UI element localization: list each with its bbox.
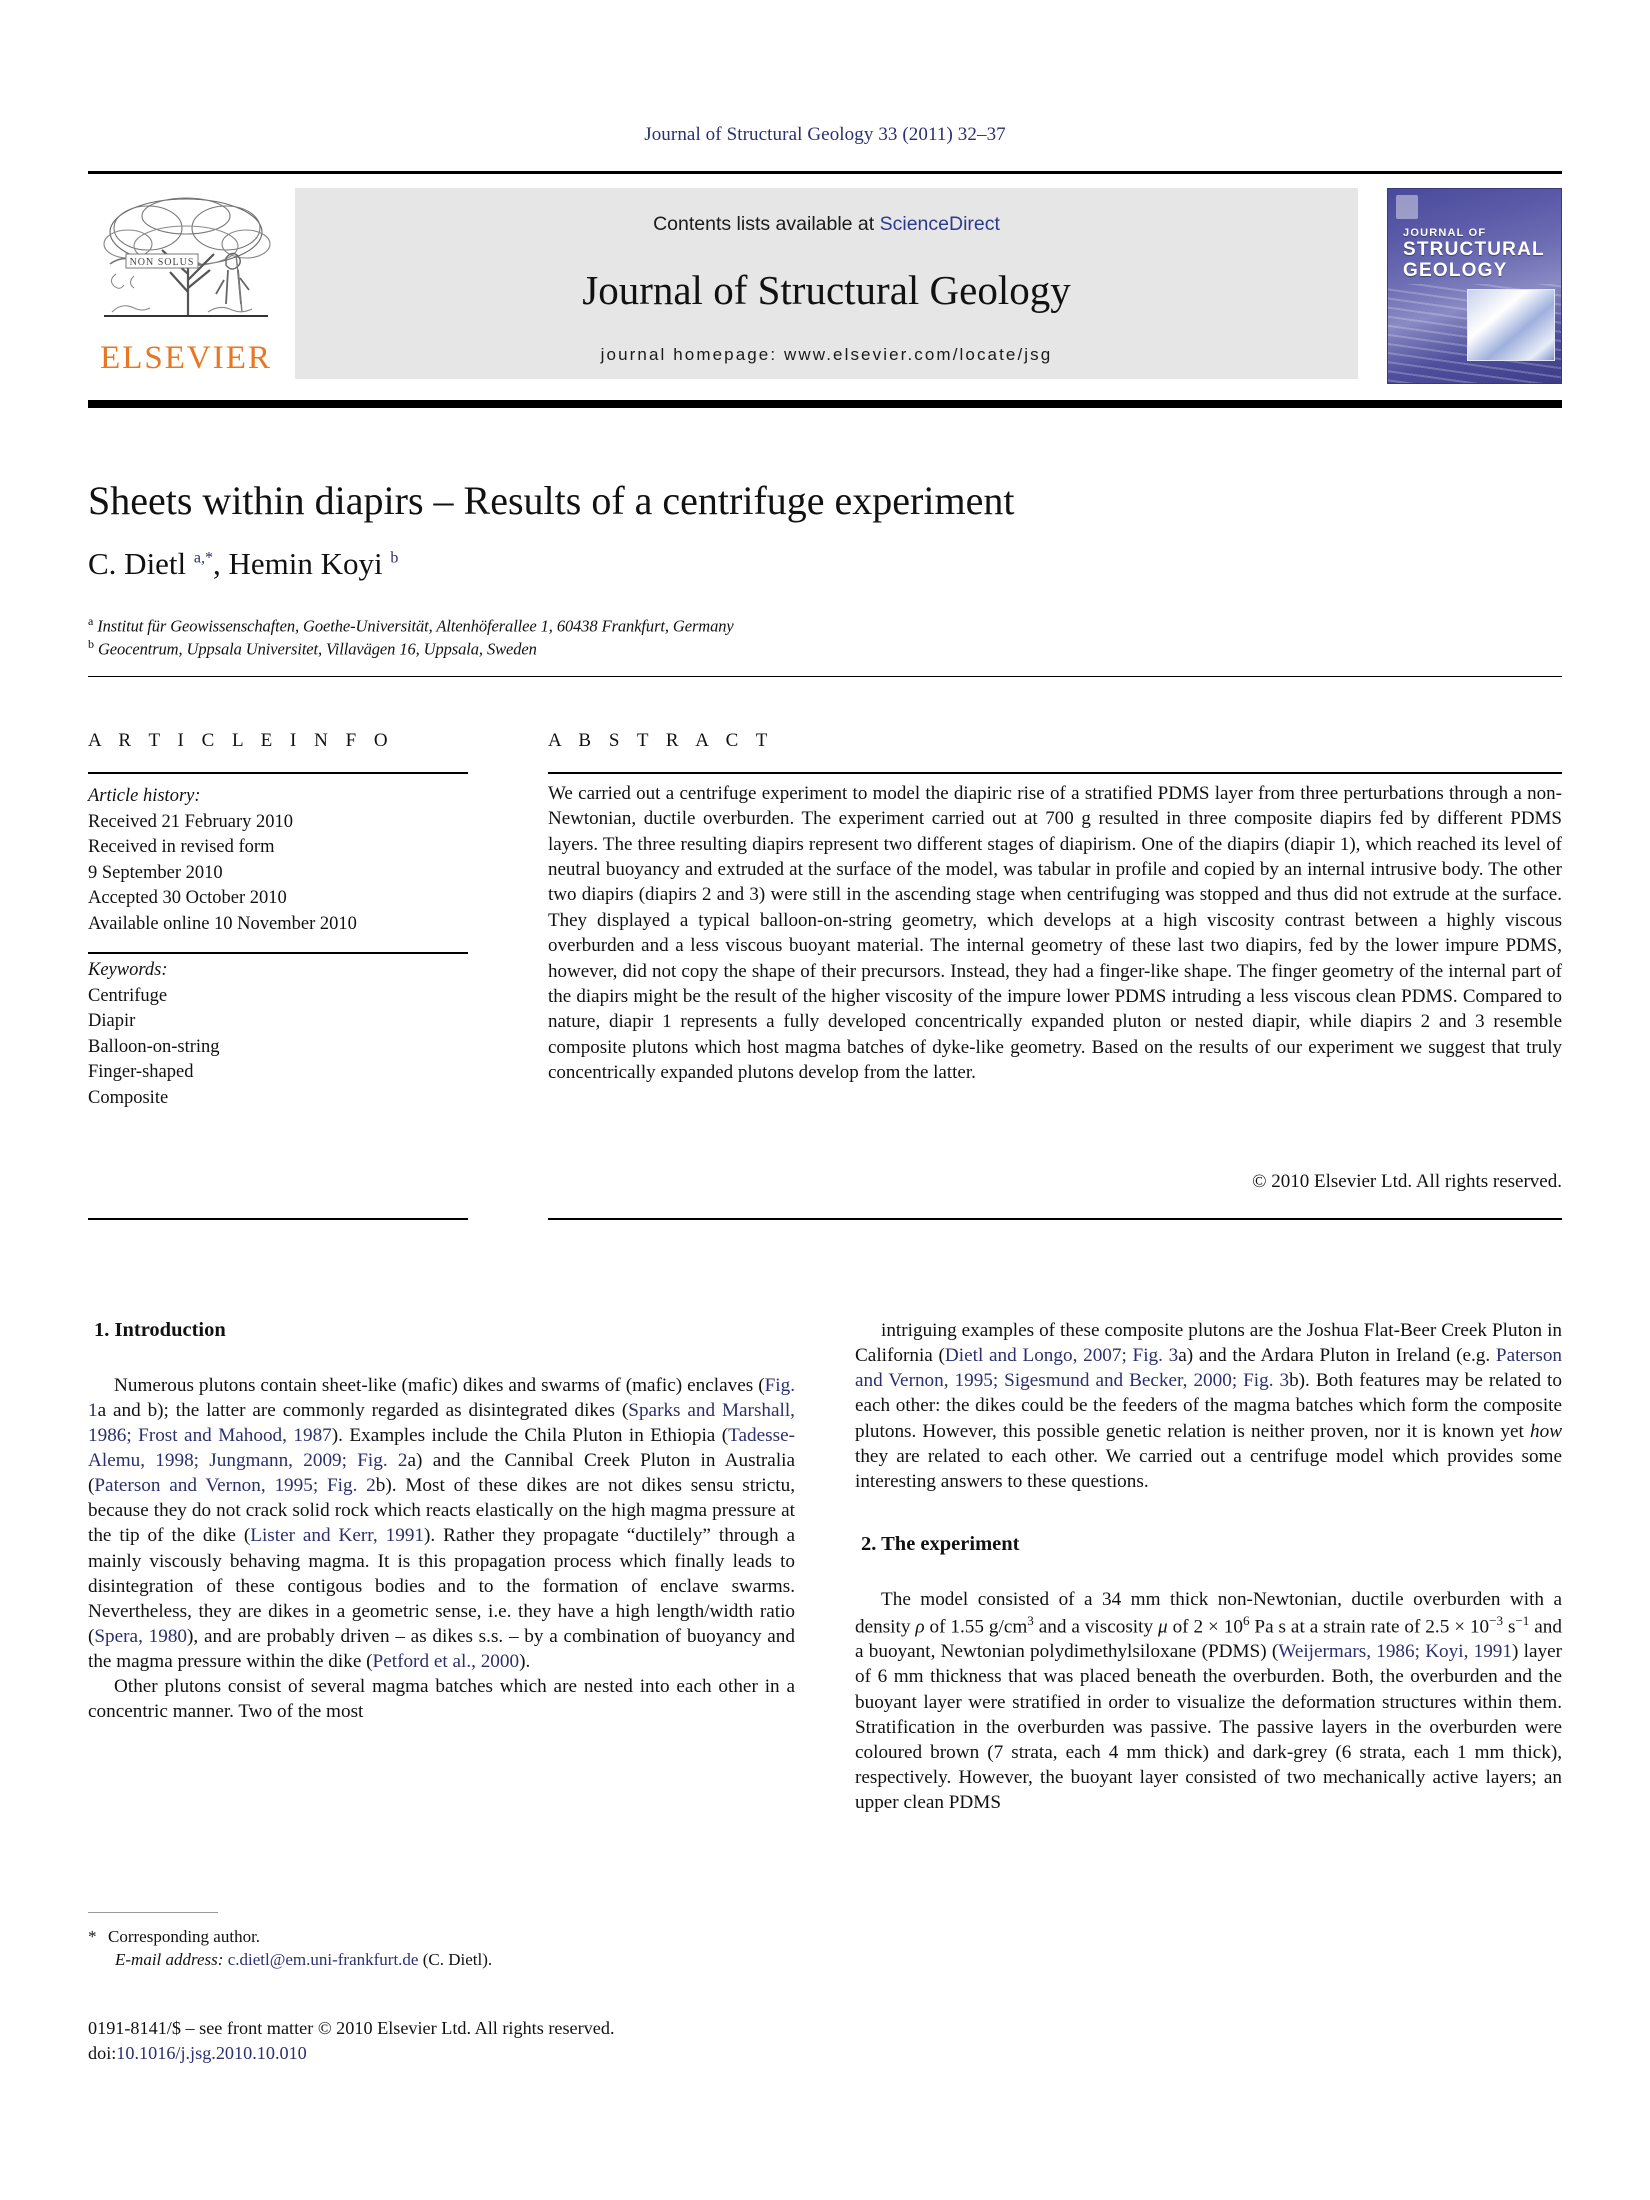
masthead-bottom-rule [88,400,1562,408]
cover-title-line2: STRUCTURAL [1403,239,1545,260]
body-column-right [855,1318,1562,1815]
cover-title-line1: JOURNAL OF [1403,227,1487,239]
contents-prefix: Contents lists available at [653,213,880,235]
section-heading-experiment: 2. The experiment [861,1532,1020,1555]
title-bottom-rule [88,676,1562,677]
keyword-item: Balloon-on-string [88,1036,220,1057]
issn-line: 0191-8141/$ – see front matter © 2010 Elsevier Ltd. All rights reserved. [88,2018,615,2038]
email-suffix: (C. Dietl). [422,1950,493,1970]
article-history-line: Accepted 30 October 2010 [88,888,287,909]
elsevier-tree-icon [88,188,284,338]
email-link[interactable]: c.dietl@em.uni-frankfurt.de [227,1950,419,1970]
abstract-rule-top [548,772,1562,774]
keywords-label: Keywords: [88,960,168,980]
article-history-line: 9 September 2010 [88,862,223,883]
journal-cover-thumbnail [1387,188,1562,384]
journal-homepage-link[interactable]: journal homepage: www.elsevier.com/locate/jsg [600,345,1053,364]
article-history-label: Article history: [88,786,201,806]
keyword-item: Finger-shaped [88,1062,194,1083]
article-info-rule-mid [88,952,468,954]
article-history [88,784,468,937]
paragraph: Numerous plutons contain sheet-like (mafic) dikes and swarms of (mafic) enclaves (Fig. 1a and b); the latter are commonly regarded as disintegrated dikes (Sparks and Marshall, 1986; Frost and Mahood, 1987). Examples include the Chila Pluton in Ethiopia (Tadesse-Alemu, 1998; Jungmann, 2009; Fig. 2a) and the Cannibal Creek Pluton in Australia (Paterson and Vernon, 1995; Fig. 2b). Most of these dikes are not dikes sensu strictu, because they do not crack solid rock which reacts elastically on the high magma pressure at the tip of the dike (Lister and Kerr, 1991). Rather they propagate “ductilely” through a mainly viscously behaving magma. It is this propagation process which finally leads to disintegration of these contigous bodies and to the formation of enclave swarms. Nevertheless, they are dikes in a geometric sense, i.e. they have a high length/width ratio (Spera, 1980), and are probably driven – as dikes s.s. – by a combination of buoyancy and the magma pressure within the dike (Petford et al., 2000). [88,1374,796,1673]
paragraph: The model consisted of a 34 mm thick non-Newtonian, ductile overburden with a density ρ of 1.55 $g/cm^3$ and a viscosity μ of $2 \times 10^6$ Pa s at a strain rate of $2.5 \times 10^{-3}$ $s^{-1}$ and a buoyant, Newtonian polydimethylsiloxane (PDMS) (Weijermars, 1986; Koyi, 1991) layer of 6 mm thickness that was placed beneath the overburden. Both, the overburden and the buoyant layer were stratified in order to visualize the deformation structures within them. Stratification in the overburden was passive. The passive layers in the overburden were coloured brown (7 strata, each 4 mm thick) and dark-grey (6 strata, each 1 mm thick), respectively. However, the buoyant layer consisted of two mechanically active layers; an upper clean PDMS [855,1588,1562,1814]
elsevier-logo [88,188,284,384]
footnote-block [88,1925,795,1971]
affiliation-a-text: Institut für Geowissenschaften, Goethe-Universität, Altenhöferallee 1, 60438 Frankfurt, Germany [97,616,734,636]
article-history-line: Received in revised form [88,837,275,858]
affiliation-a: $^a$ Institut für Geowissenschaften, Goethe-Universität, Altenhöferallee 1, 60438 Frankfurt, Germany [88,614,734,636]
keywords-block [88,958,468,1111]
section-heading-introduction: 1. Introduction [94,1319,226,1341]
article-info-header: A R T I C L E I N F O [88,730,395,751]
corresponding-author-asterisk: * [88,1927,97,1946]
keyword-item: Composite [88,1087,169,1108]
elsevier-wordmark: ELSEVIER [100,340,272,376]
sciencedirect-link[interactable]: ScienceDirect [879,213,1000,235]
abstract-rule-bottom [548,1218,1562,1220]
journal-masthead [88,171,1562,395]
page-title: Sheets within diapirs – Results of a centrifuge experiment [88,478,1015,523]
front-matter-block [88,2016,848,2067]
article-info-rule-top [88,772,468,774]
doi-label: doi: [88,2043,117,2064]
keyword-item: Centrifuge [88,985,168,1006]
doi-link[interactable]: 10.1016/j.jsg.2010.10.010 [116,2043,307,2064]
journal-title: Journal of Structural Geology [582,267,1071,313]
cover-inset-photo [1467,289,1555,361]
abstract-text: We carried out a centrifuge experiment to model the diapiric rise of a stratified PDMS layer from three perturbations through a non-Newtonian, ductile overburden. The experiment carried out at 700 g resulted in three composite diapirs fed by different PDMS layers. The three resulting diapirs represent two different stages of diapirism. One of the diapirs (diapir 1), which reached its level of neutral buoyancy and extruded at the surface of the model, was tabular in profile and copied by an internal intrusive body. The other two diapirs (diapirs 2 and 3) were still in the ascending stage when centrifuging was stopped and thus did not extrude at the surface. They displayed a typical balloon-on-string geometry, which develops at a high viscosity contrast between a highly viscous overburden and a less viscous buoyant material. The internal geometry of these last two diapirs, fed by the lower impure PDMS, however, did not copy the shape of their precursors. Instead, they had a finger-like shape. The finger geometry of the internal part of the diapirs might be the result of the higher viscosity of the impure lower PDMS intruding a less viscous clean PDMS. Compared to nature, diapir 1 represents a fully developed concentrically expanded pluton or nested diapir, while diapirs 2 and 3 resemble composite plutons which host magma batches of dyke-like geometry. Based on the results of our experiment we suggest that truly concentrically expanded plutons develop from the latter. [548,783,1562,1083]
article-history-line: Received 21 February 2010 [88,811,293,832]
article-history-line: Available online 10 November 2010 [88,913,357,934]
affiliation-b: $^b$ Geocentrum, Uppsala Universitet, Villavägen 16, Uppsala, Sweden [88,637,537,659]
cover-elsevier-icon [1396,195,1418,219]
article-info-rule-bottom [88,1218,468,1220]
author-list: C. Dietl $^{a,*}$, Hemin Koyi $^b$ [88,546,399,581]
cover-title-line3: GEOLOGY [1403,260,1508,281]
paragraph: intriguing examples of these composite plutons are the Joshua Flat-Beer Creek Pluton in California (Dietl and Longo, 2007; Fig. 3a) and the Ardara Pluton in Ireland (e.g. Paterson and Vernon, 1995; Sigesmund and Becker, 2000; Fig. 3b). Both features may be related to each other: the dikes could be the feeders of the magma batches which form the composite plutons. However, this possible genetic relation is neither proven, nor it is known yet how they are related to each other. We carried out a centrifuge model which provides some interesting answers to these questions. [855,1320,1563,1492]
running-head: Journal of Structural Geology 33 (2011) 32–37 [644,124,1006,145]
paragraph: Other plutons consist of several magma batches which are nested into each other in a concentric manner. Two of the most [88,1676,795,1723]
footnote-separator-rule [88,1912,218,1913]
abstract-copyright: © 2010 Elsevier Ltd. All rights reserved. [1252,1171,1562,1192]
journal-header-panel [295,188,1358,379]
abstract-header: A B S T R A C T [548,730,774,751]
body-column-left [88,1318,795,1725]
svg-text:NON SOLUS: NON SOLUS [129,257,195,268]
corresponding-author-text: Corresponding author. [108,1927,261,1946]
contents-list-line [295,188,1358,236]
email-line [88,1948,795,1971]
email-label: E-mail address: [115,1950,224,1970]
affiliation-b-text: Geocentrum, Uppsala Universitet, Villavägen 16, Uppsala, Sweden [97,639,537,659]
doi-line [88,2041,848,2066]
keyword-item: Diapir [88,1011,136,1032]
